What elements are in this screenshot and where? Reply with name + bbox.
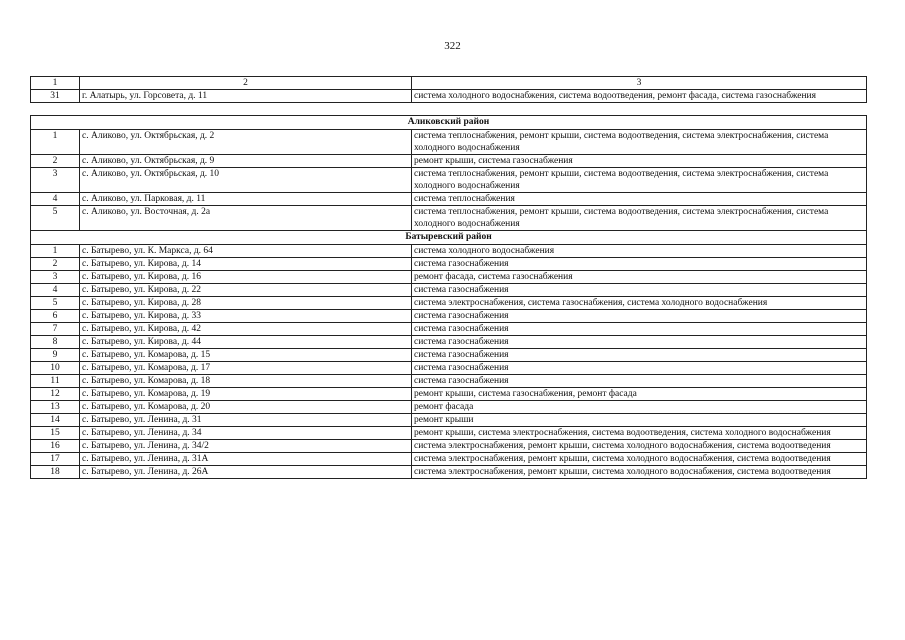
row-address: с. Батырево, ул. Кирова, д. 33 — [80, 310, 412, 323]
row-address: с. Батырево, ул. Ленина, д. 26А — [80, 466, 412, 479]
row-address: с. Батырево, ул. Ленина, д. 34 — [80, 427, 412, 440]
row-address: с. Аликово, ул. Парковая, д. 11 — [80, 193, 412, 206]
table-row — [31, 336, 867, 349]
table-row — [31, 155, 867, 168]
row-address: с. Батырево, ул. Кирова, д. 22 — [80, 284, 412, 297]
table-row — [31, 206, 867, 231]
table-row — [31, 453, 867, 466]
table-row — [31, 130, 867, 155]
row-number: 11 — [31, 375, 80, 388]
spacer-row — [31, 103, 867, 116]
row-number: 2 — [31, 258, 80, 271]
row-number: 1 — [31, 245, 80, 258]
row-address: с. Батырево, ул. Кирова, д. 44 — [80, 336, 412, 349]
district-name: Батыревский район — [31, 231, 867, 245]
row-works: ремонт фасада — [412, 401, 867, 414]
row-works: система газоснабжения — [412, 349, 867, 362]
table-row — [31, 323, 867, 336]
row-number: 17 — [31, 453, 80, 466]
row-address: с. Батырево, ул. Комарова, д. 18 — [80, 375, 412, 388]
column-header-row — [31, 77, 867, 90]
row-works: система теплоснабжения, ремонт крыши, система водоотведения, система электроснабжения, система холодного водоснабжения — [412, 206, 867, 231]
row-address: с. Батырево, ул. Кирова, д. 42 — [80, 323, 412, 336]
table-row — [31, 90, 867, 103]
row-number: 2 — [31, 155, 80, 168]
objects-table — [30, 76, 867, 479]
row-works: система газоснабжения — [412, 362, 867, 375]
row-works: система холодного водоснабжения, система водоотведения, ремонт фасада, система газоснабжения — [412, 90, 867, 103]
row-address: с. Батырево, ул. Кирова, д. 14 — [80, 258, 412, 271]
row-number: 13 — [31, 401, 80, 414]
row-address: с. Батырево, ул. К. Маркса, д. 64 — [80, 245, 412, 258]
table-row — [31, 271, 867, 284]
table-row — [31, 168, 867, 193]
table-row — [31, 349, 867, 362]
row-number: 10 — [31, 362, 80, 375]
row-address: с. Батырево, ул. Комарова, д. 20 — [80, 401, 412, 414]
table-row — [31, 258, 867, 271]
table-row — [31, 375, 867, 388]
table-row — [31, 440, 867, 453]
row-address: с. Батырево, ул. Кирова, д. 28 — [80, 297, 412, 310]
row-address: г. Алатырь, ул. Горсовета, д. 11 — [80, 90, 412, 103]
row-works: система газоснабжения — [412, 258, 867, 271]
row-number: 5 — [31, 297, 80, 310]
row-address: с. Батырево, ул. Комарова, д. 17 — [80, 362, 412, 375]
table-row — [31, 193, 867, 206]
table-row — [31, 362, 867, 375]
table-row — [31, 297, 867, 310]
row-number: 4 — [31, 193, 80, 206]
district-name: Аликовский район — [31, 116, 867, 130]
row-number: 3 — [31, 168, 80, 193]
row-works: ремонт крыши, система электроснабжения, система водоотведения, система холодного водоснабжения — [412, 427, 867, 440]
table-row — [31, 401, 867, 414]
row-address: с. Аликово, ул. Октябрьская, д. 2 — [80, 130, 412, 155]
row-number: 12 — [31, 388, 80, 401]
row-works: система газоснабжения — [412, 310, 867, 323]
row-address: с. Аликово, ул. Восточная, д. 2а — [80, 206, 412, 231]
row-works: система электроснабжения, ремонт крыши, система холодного водоснабжения, система водоотведения — [412, 440, 867, 453]
row-works: ремонт крыши, система газоснабжения — [412, 155, 867, 168]
row-address: с. Батырево, ул. Кирова, д. 16 — [80, 271, 412, 284]
row-number: 3 — [31, 271, 80, 284]
row-works: система теплоснабжения — [412, 193, 867, 206]
row-address: с. Аликово, ул. Октябрьская, д. 9 — [80, 155, 412, 168]
column-header: 2 — [80, 77, 412, 90]
row-number: 4 — [31, 284, 80, 297]
row-number: 5 — [31, 206, 80, 231]
row-number: 9 — [31, 349, 80, 362]
district-header-row — [31, 231, 867, 245]
row-address: с. Батырево, ул. Ленина, д. 34/2 — [80, 440, 412, 453]
row-number: 7 — [31, 323, 80, 336]
page-number: 322 — [444, 40, 461, 52]
table-row — [31, 414, 867, 427]
row-works: система холодного водоснабжения — [412, 245, 867, 258]
table-row — [31, 388, 867, 401]
row-number: 8 — [31, 336, 80, 349]
row-works: система газоснабжения — [412, 336, 867, 349]
column-header: 1 — [31, 77, 80, 90]
row-works: система газоснабжения — [412, 284, 867, 297]
row-address: с. Батырево, ул. Комарова, д. 19 — [80, 388, 412, 401]
row-number: 14 — [31, 414, 80, 427]
row-address: с. Аликово, ул. Октябрьская, д. 10 — [80, 168, 412, 193]
row-number: 18 — [31, 466, 80, 479]
table-row — [31, 245, 867, 258]
row-address: с. Батырево, ул. Ленина, д. 31А — [80, 453, 412, 466]
row-works: система электроснабжения, ремонт крыши, система холодного водоснабжения, система водоотведения — [412, 453, 867, 466]
row-works: система теплоснабжения, ремонт крыши, система водоотведения, система электроснабжения, система холодного водоснабжения — [412, 130, 867, 155]
table-row — [31, 427, 867, 440]
column-header: 3 — [412, 77, 867, 90]
row-works: система электроснабжения, система газоснабжения, система холодного водоснабжения — [412, 297, 867, 310]
row-number: 1 — [31, 130, 80, 155]
row-number: 31 — [31, 90, 80, 103]
row-works: система электроснабжения, ремонт крыши, система холодного водоснабжения, система водоотведения — [412, 466, 867, 479]
row-works: ремонт фасада, система газоснабжения — [412, 271, 867, 284]
row-works: система газоснабжения — [412, 375, 867, 388]
row-address: с. Батырево, ул. Комарова, д. 15 — [80, 349, 412, 362]
table-row — [31, 466, 867, 479]
row-number: 6 — [31, 310, 80, 323]
district-header-row — [31, 116, 867, 130]
row-address: с. Батырево, ул. Ленина, д. 31 — [80, 414, 412, 427]
row-works: ремонт крыши, система газоснабжения, ремонт фасада — [412, 388, 867, 401]
row-number: 16 — [31, 440, 80, 453]
table-row — [31, 310, 867, 323]
row-works: ремонт крыши — [412, 414, 867, 427]
row-works: система газоснабжения — [412, 323, 867, 336]
row-works: система теплоснабжения, ремонт крыши, система водоотведения, система электроснабжения, система холодного водоснабжения — [412, 168, 867, 193]
table-row — [31, 284, 867, 297]
row-number: 15 — [31, 427, 80, 440]
